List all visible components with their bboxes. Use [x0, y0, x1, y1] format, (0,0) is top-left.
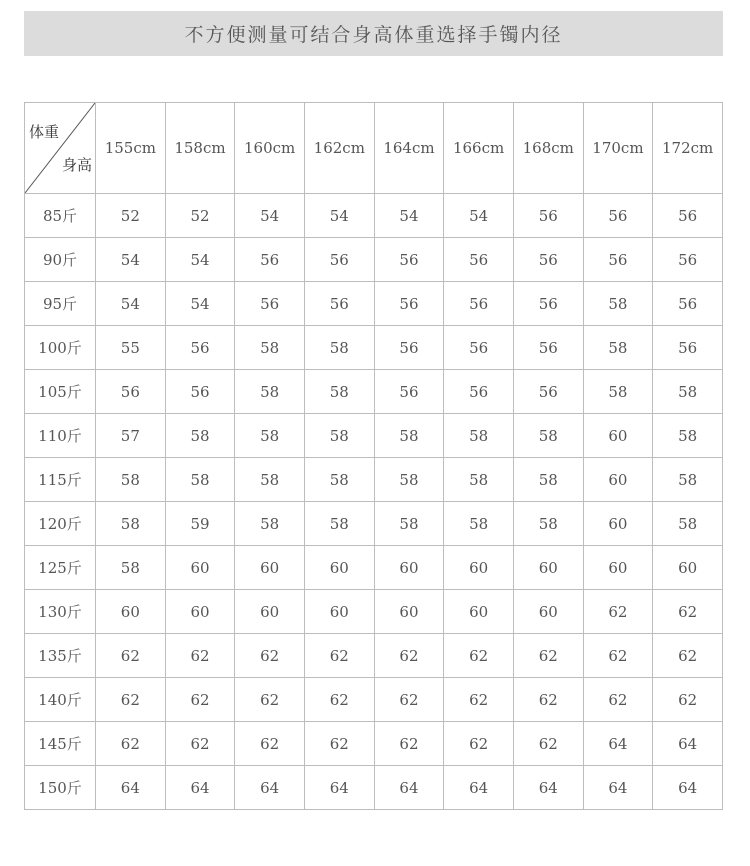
size-value-cell: 64	[374, 766, 444, 810]
height-header-cell: 155cm	[96, 103, 166, 194]
size-value-cell: 54	[235, 194, 305, 238]
size-value-cell: 58	[653, 370, 723, 414]
size-value-cell: 58	[583, 326, 653, 370]
size-value-cell: 60	[444, 546, 514, 590]
size-value-cell: 62	[96, 634, 166, 678]
size-value-cell: 56	[304, 238, 374, 282]
table-row	[25, 414, 723, 458]
size-value-cell: 62	[235, 678, 305, 722]
size-value-cell: 58	[513, 458, 583, 502]
weight-cell: 140斤	[25, 678, 96, 722]
size-value-cell: 58	[96, 458, 166, 502]
size-value-cell: 62	[374, 678, 444, 722]
size-value-cell: 62	[374, 634, 444, 678]
size-value-cell: 54	[96, 238, 166, 282]
size-value-cell: 58	[374, 458, 444, 502]
table-row	[25, 502, 723, 546]
size-value-cell: 52	[96, 194, 166, 238]
size-value-cell: 56	[653, 238, 723, 282]
size-value-cell: 54	[444, 194, 514, 238]
weight-cell: 135斤	[25, 634, 96, 678]
weight-cell: 150斤	[25, 766, 96, 810]
corner-height-label: 身高	[61, 156, 92, 174]
table-row	[25, 370, 723, 414]
size-value-cell: 60	[444, 590, 514, 634]
size-value-cell: 60	[304, 546, 374, 590]
weight-cell: 90斤	[25, 238, 96, 282]
size-value-cell: 60	[583, 546, 653, 590]
weight-cell: 145斤	[25, 722, 96, 766]
size-value-cell: 60	[583, 414, 653, 458]
weight-cell: 130斤	[25, 590, 96, 634]
weight-cell: 85斤	[25, 194, 96, 238]
size-value-cell: 57	[96, 414, 166, 458]
size-value-cell: 60	[304, 590, 374, 634]
size-value-cell: 62	[444, 634, 514, 678]
size-value-cell: 62	[304, 722, 374, 766]
size-value-cell: 56	[583, 238, 653, 282]
table-header-row	[25, 103, 723, 194]
size-value-cell: 62	[583, 678, 653, 722]
table-row	[25, 678, 723, 722]
size-value-cell: 58	[513, 414, 583, 458]
size-value-cell: 58	[304, 458, 374, 502]
size-value-cell: 58	[444, 414, 514, 458]
size-value-cell: 62	[304, 634, 374, 678]
size-value-cell: 56	[165, 326, 235, 370]
height-header-cell: 164cm	[374, 103, 444, 194]
corner-weight-label: 体重	[29, 123, 60, 141]
size-value-cell: 58	[304, 502, 374, 546]
size-value-cell: 58	[235, 326, 305, 370]
size-value-cell: 64	[513, 766, 583, 810]
size-value-cell: 62	[165, 634, 235, 678]
size-value-cell: 58	[235, 458, 305, 502]
size-value-cell: 56	[374, 238, 444, 282]
size-value-cell: 64	[583, 722, 653, 766]
size-value-cell: 64	[304, 766, 374, 810]
size-value-cell: 54	[374, 194, 444, 238]
table-row	[25, 238, 723, 282]
size-value-cell: 56	[513, 282, 583, 326]
weight-cell: 125斤	[25, 546, 96, 590]
size-value-cell: 56	[513, 238, 583, 282]
size-value-cell: 62	[444, 678, 514, 722]
diagonal-divider	[25, 103, 95, 193]
size-value-cell: 58	[165, 414, 235, 458]
size-value-cell: 60	[653, 546, 723, 590]
size-value-cell: 62	[583, 590, 653, 634]
height-header-cell: 168cm	[513, 103, 583, 194]
size-value-cell: 62	[165, 722, 235, 766]
weight-cell: 100斤	[25, 326, 96, 370]
size-value-cell: 64	[444, 766, 514, 810]
table-row	[25, 722, 723, 766]
size-value-cell: 58	[374, 414, 444, 458]
size-value-cell: 64	[96, 766, 166, 810]
size-value-cell: 62	[235, 634, 305, 678]
size-value-cell: 54	[304, 194, 374, 238]
height-header-cell: 162cm	[304, 103, 374, 194]
size-value-cell: 58	[653, 414, 723, 458]
size-value-cell: 62	[653, 590, 723, 634]
size-value-cell: 62	[513, 722, 583, 766]
size-value-cell: 56	[444, 238, 514, 282]
size-value-cell: 56	[374, 370, 444, 414]
size-value-cell: 56	[653, 194, 723, 238]
size-value-cell: 56	[513, 370, 583, 414]
size-value-cell: 62	[96, 722, 166, 766]
size-value-cell: 58	[165, 458, 235, 502]
size-value-cell: 60	[583, 502, 653, 546]
size-value-cell: 56	[235, 238, 305, 282]
size-value-cell: 62	[96, 678, 166, 722]
size-value-cell: 60	[374, 590, 444, 634]
size-value-cell: 60	[96, 590, 166, 634]
bracelet-size-table	[24, 102, 723, 810]
weight-cell: 115斤	[25, 458, 96, 502]
size-value-cell: 60	[165, 590, 235, 634]
table-row	[25, 458, 723, 502]
weight-cell: 95斤	[25, 282, 96, 326]
size-value-cell: 56	[513, 194, 583, 238]
size-value-cell: 64	[653, 766, 723, 810]
size-value-cell: 54	[96, 282, 166, 326]
size-value-cell: 58	[444, 458, 514, 502]
height-header-cell: 158cm	[165, 103, 235, 194]
table-row	[25, 194, 723, 238]
size-value-cell: 58	[304, 414, 374, 458]
size-value-cell: 58	[444, 502, 514, 546]
size-value-cell: 60	[374, 546, 444, 590]
size-value-cell: 62	[513, 678, 583, 722]
size-value-cell: 58	[304, 370, 374, 414]
size-value-cell: 55	[96, 326, 166, 370]
table-corner-cell	[25, 103, 96, 194]
table-row	[25, 282, 723, 326]
size-value-cell: 60	[235, 546, 305, 590]
size-value-cell: 56	[165, 370, 235, 414]
size-value-cell: 54	[165, 238, 235, 282]
table-row	[25, 634, 723, 678]
size-value-cell: 56	[653, 282, 723, 326]
height-header-cell: 170cm	[583, 103, 653, 194]
size-value-cell: 56	[304, 282, 374, 326]
size-value-cell: 64	[583, 766, 653, 810]
size-value-cell: 58	[583, 282, 653, 326]
size-value-cell: 56	[374, 326, 444, 370]
size-value-cell: 56	[235, 282, 305, 326]
size-value-cell: 56	[96, 370, 166, 414]
size-value-cell: 56	[513, 326, 583, 370]
size-value-cell: 62	[304, 678, 374, 722]
table-row	[25, 590, 723, 634]
size-value-cell: 62	[444, 722, 514, 766]
size-value-cell: 58	[304, 326, 374, 370]
size-value-cell: 58	[96, 546, 166, 590]
size-value-cell: 58	[235, 370, 305, 414]
size-value-cell: 64	[653, 722, 723, 766]
page-title: 不方便测量可结合身高体重选择手镯内径	[24, 11, 723, 56]
height-header-cell: 172cm	[653, 103, 723, 194]
size-value-cell: 60	[235, 590, 305, 634]
weight-cell: 110斤	[25, 414, 96, 458]
size-value-cell: 62	[374, 722, 444, 766]
size-value-cell: 62	[513, 634, 583, 678]
size-value-cell: 56	[444, 326, 514, 370]
size-value-cell: 56	[444, 282, 514, 326]
size-value-cell: 58	[583, 370, 653, 414]
weight-cell: 120斤	[25, 502, 96, 546]
size-value-cell: 56	[653, 326, 723, 370]
height-header-cell: 160cm	[235, 103, 305, 194]
height-header-cell: 166cm	[444, 103, 514, 194]
size-value-cell: 54	[165, 282, 235, 326]
size-value-cell: 58	[96, 502, 166, 546]
size-value-cell: 60	[165, 546, 235, 590]
size-value-cell: 58	[235, 414, 305, 458]
size-value-cell: 58	[235, 502, 305, 546]
size-value-cell: 58	[374, 502, 444, 546]
size-value-cell: 62	[235, 722, 305, 766]
size-value-cell: 58	[653, 458, 723, 502]
size-value-cell: 62	[583, 634, 653, 678]
size-value-cell: 60	[513, 546, 583, 590]
weight-cell: 105斤	[25, 370, 96, 414]
table-row	[25, 326, 723, 370]
size-value-cell: 58	[653, 502, 723, 546]
size-value-cell: 62	[165, 678, 235, 722]
size-value-cell: 56	[444, 370, 514, 414]
size-value-cell: 58	[513, 502, 583, 546]
size-value-cell: 56	[583, 194, 653, 238]
table-row	[25, 546, 723, 590]
size-value-cell: 60	[513, 590, 583, 634]
size-value-cell: 59	[165, 502, 235, 546]
size-value-cell: 64	[165, 766, 235, 810]
size-value-cell: 60	[583, 458, 653, 502]
size-value-cell: 62	[653, 634, 723, 678]
size-value-cell: 62	[653, 678, 723, 722]
size-value-cell: 64	[235, 766, 305, 810]
size-value-cell: 52	[165, 194, 235, 238]
table-row	[25, 766, 723, 810]
size-value-cell: 56	[374, 282, 444, 326]
